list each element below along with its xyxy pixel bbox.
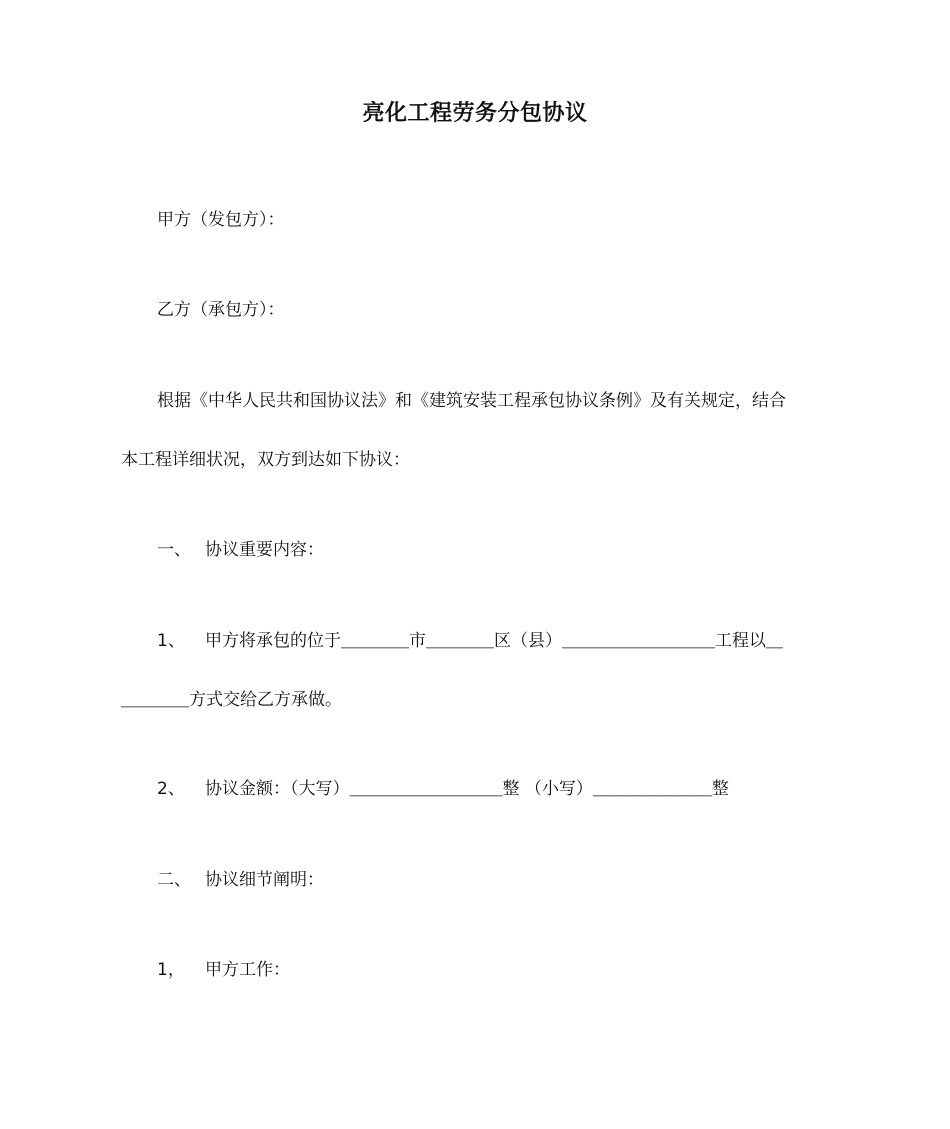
item-1-text: 甲方将承包的位于＿＿＿＿市＿＿＿＿区（县）＿＿＿＿＿＿＿＿＿工程以＿ [205,631,783,651]
item-3-text: 甲方工作： [205,960,290,980]
party-b-label: 乙方（承包方）： [157,300,285,320]
section-1-heading [157,538,324,562]
section-2-number: 二、 [157,870,191,890]
item-3-number: 1， [157,960,185,980]
item-1-line-1 [157,629,783,653]
document-title: 亮化工程劳务分包协议 [362,101,588,126]
intro-paragraph-line-2: 本工程详细状况，双方到达如下协议： [121,450,410,470]
item-1-line-2: ＿＿＿＿方式交给乙方承做。 [121,690,342,710]
section-2-heading [157,868,324,892]
item-2-line [157,777,729,801]
section-1-number: 一、 [157,540,191,560]
item-2-number: 2、 [157,779,185,799]
item-3-line [157,958,290,982]
section-2-text: 协议细节阐明： [205,870,324,890]
party-a-label: 甲方（发包方）： [157,210,285,230]
intro-paragraph-line-1: 根据《中华人民共和国协议法》和《建筑安装工程承包协议条例》及有关规定，结合 [157,391,786,411]
section-1-text: 协议重要内容： [205,540,324,560]
item-2-text: 协议金额：（大写）＿＿＿＿＿＿＿＿＿整 （小写）＿＿＿＿＿＿＿整 [205,779,729,799]
item-1-number: 1、 [157,631,185,651]
